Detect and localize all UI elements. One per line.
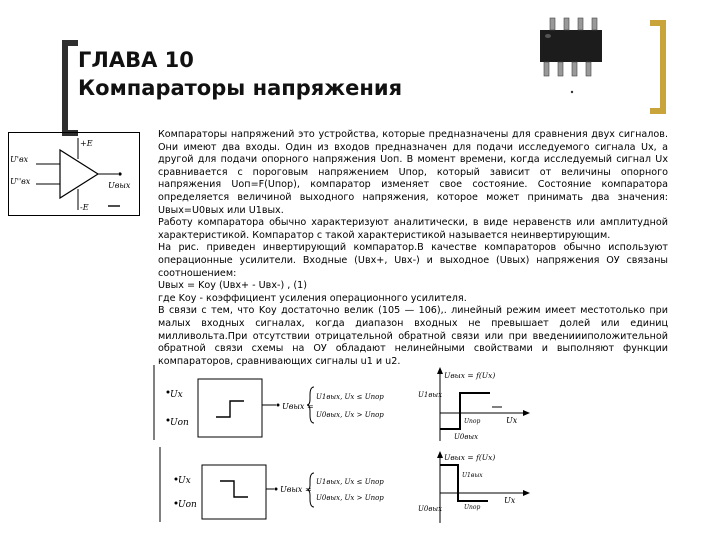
g1-uvyx-label: Uвых =	[282, 402, 314, 411]
paragraph-6: В связи с тем, что Kоу достаточно велик (105 — 106),. линейный режим имеет местотолько при малых входных сигналах, когда диапазон входных не превышает долей или единиц милливольта.При отсутствии отрицательной обратной связи или при введениииположительной обратной связи схемы на ОУ обладают нелинейными свойствами и выполняют функции компараторов, сравнивающих сигналы u1 и u2.	[158, 305, 668, 367]
body-text	[158, 129, 668, 370]
output-label: Uвых	[108, 181, 131, 190]
p2-u0-label: U0вых	[418, 505, 443, 513]
left-bracket-decoration	[62, 40, 78, 136]
p2-upor-label: Uпор	[464, 504, 481, 511]
chip-image	[536, 12, 612, 98]
slide-title	[78, 46, 402, 102]
g1-ux-label: Ux	[170, 390, 183, 400]
inverting-characteristic-plot	[414, 451, 532, 523]
p1-axis-x-label: Ux	[506, 416, 518, 425]
g2-uvyx-label: Uвых =	[280, 485, 312, 494]
g2-uop-label: Uоп	[178, 500, 197, 510]
chapter-label: ГЛАВА 10	[78, 48, 194, 72]
g1-case2-label: U0вых, Ux > Uпор	[316, 411, 384, 419]
title-label: Компараторы напряжения	[78, 76, 403, 100]
p2-axis-x-label: Ux	[504, 496, 516, 505]
p1-u0-label: U0вых	[454, 433, 479, 441]
minus-supply-label: -E	[80, 203, 89, 212]
p2-u1-label: U1вых	[462, 472, 483, 479]
paragraph-2: Работу компаратора обычно характеризуют аналитически, в виде неравенств или амплитудной характеристикой. Компаратор с такой характеристикой называется неинвертирующим.	[158, 217, 668, 241]
paragraph-5: где Kоу - коэффициент усиления операционного усилителя.	[158, 292, 467, 304]
g2-case2-label: U0вых, Ux > Uпор	[316, 494, 384, 502]
paragraph-1: Компараторы напряжений это устройства, которые предназначены для сравнения двух сигналов. Они имеют два входы. Один из входов предназначен для подачи исследуемого сигнала Ux, а другой для подачи опорного напряжения Uоп. В момент времени, когда исследуемый сигнал Ux сравнивается с пороговым напряжением Uпор, который зависит от величины опорного напряжения Uоп=F(Uпор), компаратор изменяет свое состояние. Состояние компаратора определяется величиной выходного напряжения, которое может принимать два значения: Uвых=U0вых или U1вых.	[158, 129, 668, 216]
input1-label: U'вх	[10, 155, 29, 164]
g1-uop-label: Uоп	[170, 418, 189, 428]
right-bracket-decoration	[650, 20, 666, 114]
g2-ux-label: Ux	[178, 476, 191, 486]
p2-curve-label: Uвых = f(Ux)	[444, 453, 496, 462]
input2-label: U''вх	[10, 177, 31, 186]
paragraph-3: На рис. приведен инвертирующий компаратор.В качестве компараторов обычно используют операционные усилители. Входные (Uвх+, Uвх-) и выходное (Uвых) напряжения ОУ связаны соотношением:	[158, 242, 668, 279]
p1-curve-label: Uвых = f(Ux)	[444, 371, 496, 380]
paragraph-4: Uвых = Kоу (Uвх+ - Uвх-) , (1)	[158, 280, 307, 292]
g2-case1-label: U1вых, Ux ≤ Uпор	[316, 478, 384, 486]
p1-u1-label: U1вых	[418, 391, 443, 399]
noninverting-characteristic-plot	[414, 367, 532, 441]
plus-supply-label: +E	[80, 139, 93, 148]
g1-case1-label: U1вых, Ux ≤ Uпор	[316, 393, 384, 401]
comparator-symbol-figure	[8, 132, 140, 216]
p1-upor-label: Uпор	[464, 418, 481, 425]
